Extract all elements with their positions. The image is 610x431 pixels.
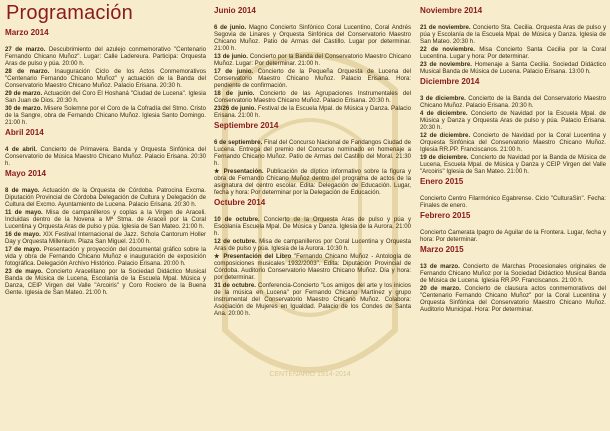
- event-date: 13 de marzo.: [420, 263, 460, 270]
- month-heading: Abril 2014: [5, 128, 44, 137]
- event-date: 6 de junio.: [214, 24, 247, 31]
- event-date: 23/26 de junio.: [214, 105, 257, 112]
- event-text: XIX Festival Internacional de Jazz. Schola Cantorum Holler Day y Orquesta Millenium. Plaza San Miguel. 21:00 h.: [5, 231, 206, 245]
- event-text: Concierto de Primavera. Banda y Orquesta Sinfónica del Conservatorio de Música Maestro Chicano Muñoz. Palacio Erisana. 20:30 h.: [5, 146, 206, 167]
- month-section: [214, 121, 411, 196]
- month-heading: Marzo 2014: [5, 28, 49, 37]
- month-heading: Septiembre 2014: [214, 121, 279, 130]
- month-heading: Mayo 2014: [5, 169, 46, 178]
- watermark-text: CENTENARIO 1914-2014: [269, 371, 351, 378]
- event-text: Actuación del Coro El Hoshaná "Ciudad de Lucena". Iglesia San Juan de Dios. 20:30 h.: [5, 90, 206, 104]
- event-text: Concierto de clausura actos conmemorativos del "Centenario Fernando Chicano Muñoz" por la Coral Lucentina y Orquesta Sinfónica del Conservatorio Maestro Chicano Muñoz. Auditorio Municipal. Hora: Por determinar.: [420, 285, 606, 313]
- event-entry: [420, 285, 606, 313]
- event-text: Concierto de Navidad por la Escuela Mpal. de Música y Danza y Orquesta Aras de pulso y púa. Palacio Erisana. 20:30 h.: [420, 110, 606, 131]
- event-entry: [420, 95, 606, 109]
- month-heading: Febrero 2015: [420, 211, 471, 220]
- event-date: 17 de mayo.: [5, 246, 42, 253]
- event-date: 6 de septiembre.: [214, 139, 263, 146]
- event-date: 12 de diciembre.: [420, 132, 471, 139]
- event-text: "Fernando Chicano Muñoz - Antología de composiciones musicales 1932/2003". Edita: Diputación Provincial de Córdoba. Auditorio Conservatorio Maestro Chicano Muñoz. Día y hora: por determinar.: [214, 253, 411, 281]
- event-date: 22 de noviembre.: [420, 46, 475, 53]
- month-heading: Enero 2015: [420, 177, 464, 186]
- month-section: [5, 28, 206, 126]
- event-text: Festival de la Escuela Mpal. de Música y Danza. Palacio Erisana. 21:00 h.: [214, 105, 411, 119]
- event-date: 27 de marzo.: [5, 46, 46, 53]
- event-entry: [5, 46, 206, 67]
- event-text: Inauguración Ciclo de los Actos Conmemorativos "Centenario Fernando Chicano Muñoz" y actuación de la Banda del Conservatorio Maestro Chicano Muñoz. Palacio Erisana. 20:30 h.: [5, 68, 207, 89]
- event-date: 31 de octubre.: [214, 282, 256, 289]
- event-date: 30 de marzo.: [5, 105, 43, 112]
- month-section: [420, 177, 606, 209]
- month-heading: Junio 2014: [214, 6, 256, 15]
- event-date: 8 de mayo.: [5, 187, 40, 194]
- event-text: Final del Concurso Nacional de Fandangos Ciudad de Lucena. Entrega del premio del Concurso nominado en homenaje a Fernando Chicano Muñoz. Patio de Armas del Castillo del Moral. 21:30 h.: [214, 139, 411, 167]
- event-entry: [5, 105, 206, 126]
- event-date: 16 de mayo.: [5, 231, 41, 238]
- event-date: 13 de junio.: [214, 53, 248, 60]
- event-entry: [420, 263, 606, 284]
- event-date: ★ Presentación del Libro: [214, 253, 292, 260]
- event-entry: [420, 46, 606, 60]
- month-section: [420, 77, 606, 175]
- month-section: [420, 245, 606, 313]
- event-text: Concierto Centro Filarmónico Egabrense. Ciclo "CulturaSin". Fecha: Finales de enero.: [420, 195, 606, 209]
- event-date: 18 de junio.: [214, 90, 255, 97]
- event-date: 28 de marzo.: [5, 68, 50, 75]
- event-entry: [420, 110, 606, 131]
- event-entry: [214, 53, 411, 67]
- event-date: 29 de marzo.: [5, 90, 43, 97]
- month-heading: Octubre 2014: [214, 198, 266, 207]
- event-entry: [214, 24, 411, 52]
- event-text: Misa de campanilleros y coplas a la Virgen de Araceli. Incluidas dentro de la Novena a Mª Stma. de Araceli por la Coral Lucentina y Orquesta Aras de pulso y púa. Iglesia de San Mateo. 21:00 h.: [5, 209, 206, 230]
- month-heading: Diciembre 2014: [420, 77, 480, 86]
- month-heading: Noviembre 2014: [420, 6, 483, 15]
- event-entry: [5, 268, 206, 296]
- event-text: Magno Concierto Sinfónico Coral Lucentino, Coral Andrés Segovia de Linares y Orquesta Sinfónica del Conservatorio Maestro Chicano Muñoz. Patio de Armas del Castillo. Lugar por determinar. 21:00 h.: [214, 24, 411, 52]
- event-entry: [214, 105, 411, 119]
- event-text: Homenaje a Santa Cecilia. Sociedad Didáctico Musical Banda de Música de Lucena. Palacio Erisana. 13:00 h.: [420, 61, 606, 75]
- event-text: Concierto de Navidad por la Banda de Música de Lucena, Escuela Mpal. de Música y Danza y CEIP Virgen del Valle "Arcoiris" Iglesia de San Mateo. 21:00 h.: [420, 154, 606, 175]
- event-entry: [420, 24, 606, 45]
- event-entry: [5, 231, 206, 245]
- event-text: Concierto de las Agrupaciones Instrumentales del Conservatorio Maestro Chicano Muñoz. Palacio Erisana. 20:30 h.: [214, 90, 411, 104]
- event-entry: [420, 195, 606, 209]
- event-text: Descubrimiento del azulejo conmemorativo "Centenario Fernando Chicano Muñoz". Lugar: Calle Ladereura. Participa: Orquesta Aras de pulso y púa. 20:00 h.: [5, 46, 206, 67]
- event-text: Actuación de la Orquesta de Córdoba. Patrocina Excma. Diputación Provincial de Córdoba Delegación de Cultura y Delegación de Cultura del Excmo. Ayuntamiento de Lucena. Palacio Erisana. 20:30 h.: [5, 187, 207, 208]
- event-date: 21 de noviembre.: [420, 24, 471, 31]
- event-text: Misere Solemne por el Coro de la Cofradía del Stmo. Cristo de la Sangre, obra de Fernando Chicano Muñoz. Iglesia Santo Domingo. 21:00 h.: [5, 105, 206, 126]
- event-text: Presentación y proyección del documental gráfico sobre la vida y obra de Fernando Chicano Muñoz e inauguración de exposición fotográfica. Delegación Archivo Histórico. Palacio Erisana. 20:00 h.: [5, 246, 206, 267]
- event-text: Misa de campanilleros por Coral Lucentina y Orquesta Aras de pulso y púa. Iglesia de la Aurora. 10:30 h.: [214, 238, 411, 252]
- month-section: [5, 128, 206, 167]
- month-section: [420, 6, 606, 75]
- event-entry: [214, 238, 411, 252]
- event-text: Concierto de Navidad por la Coral Lucentina y Orquesta Sinfónica del Conservatorio Maestro Chicano Muñoz. Iglesia RR.PP. Franciscanos. 21:00 h.: [420, 132, 606, 153]
- event-date: 19 de diciembre.: [420, 154, 469, 161]
- page-title: Programación: [6, 2, 133, 24]
- event-entry: [5, 68, 206, 89]
- event-entry: [420, 132, 606, 153]
- event-date: 23 de mayo.: [5, 268, 43, 275]
- event-entry: [214, 139, 411, 167]
- event-text: Concierto de la Pequeña Orquesta de Lucena del Conservatorio Maestro Chicano Muñoz. Palacio Erisana. Hora: pendiente de confirmación.: [214, 68, 411, 89]
- month-heading: Marzo 2015: [420, 245, 464, 254]
- event-text: Concierto de la Orquesta Aras de pulso y púa y Escolanía Escuela Mpal. De Música y Danza. Iglesia de la Aurora. 21:00 h.: [214, 216, 411, 237]
- event-entry: [5, 90, 206, 104]
- event-entry: [214, 90, 411, 104]
- event-entry: [5, 187, 206, 208]
- event-entry: [5, 146, 206, 167]
- event-entry: [420, 154, 606, 175]
- event-entry: [420, 61, 606, 75]
- event-text: Conferencia-Concierto "Los amigos del arte y los inicios de la música en Lucena" por Fernando Chicano Martínez y grupo instrumental del Conservatorio Maestro Chicano Muñoz. Colabora: Asociación de Mujeres en Igualdad. Palacio de los Condes de Santa Ana. 20:00 h.: [214, 282, 411, 317]
- month-section: [214, 198, 411, 317]
- event-text: Misa Concierto Santa Cecilia por la Coral Lucentina. Lugar y hora: Por determinar.: [420, 46, 606, 60]
- month-section: [420, 211, 606, 243]
- event-date: 17 de junio.: [214, 68, 254, 75]
- event-date: 4 de diciembre.: [420, 110, 468, 117]
- event-text: Concierto de la Banda del Conservatorio Maestro Chicano Muñoz. Palacio Erisana. 20:30 h.: [420, 95, 606, 109]
- event-entry: [214, 253, 411, 281]
- event-text: Publicación de díptico informativo sobre la figura y obra de Fernando Chicano Muñoz dentro del programa de actos de la asignatura del centro escolar. Edita: Delegación de Educación. Lugar, fecha y hora: Por determinar por la Delegación de Educación.: [214, 168, 411, 196]
- event-date: 4 de abril.: [5, 146, 37, 153]
- event-entry: [5, 209, 206, 230]
- column-3: [420, 4, 606, 315]
- column-1: [5, 26, 206, 298]
- month-section: [214, 6, 411, 119]
- event-text: Concierto de Marchas Procesionales originales de Fernando Chicano Muñoz por la Sociedad Didáctico Musical Banda de Música de Lucena. Iglesia RR.PP. Franciscanos. 21:00 h.: [420, 263, 606, 284]
- column-2: [214, 4, 411, 319]
- event-date: 3 de diciembre.: [420, 95, 466, 102]
- event-text: Concierto por la Banda del Conservatorio Maestro Chicano Muñoz. Lugar: Por determinar. 21:00 h.: [214, 53, 411, 67]
- event-text: Concierto Camerata Ipagro de Aguilar de la Frontera. Lugar, fecha y hora: Por determinar.: [420, 229, 606, 243]
- event-date: 10 de octubre.: [214, 216, 260, 223]
- event-text: Concierto Sta. Cecilia. Orquesta Aras de pulso y púa y Escolanía de la Escuela Mpal. de Música y Danza. Iglesia de San Mateo. 20:30 h.: [420, 24, 606, 45]
- event-entry: [5, 246, 206, 267]
- event-text: Concierto Aracelitano por la Sociedad Didáctico Musical Banda de Música de Lucena, Escolanía de la Escuela Mpal. Música y Danza, CEIP Virgen del Valle "Arcoiris" y Coro Rociero de la Buena Gente. Iglesia de San Mateo. 21:00 h.: [5, 268, 206, 296]
- event-entry: [214, 282, 411, 317]
- event-entry: [214, 68, 411, 89]
- month-section: [5, 169, 206, 296]
- event-date: 12 de octubre.: [214, 238, 257, 245]
- event-date: ★ Presentación.: [214, 168, 264, 175]
- event-date: 11 de mayo.: [5, 209, 43, 216]
- event-entry: [214, 216, 411, 237]
- event-entry: [420, 229, 606, 243]
- event-entry: [214, 168, 411, 196]
- event-date: 23 de noviembre.: [420, 61, 472, 68]
- event-date: 20 de marzo.: [420, 285, 461, 292]
